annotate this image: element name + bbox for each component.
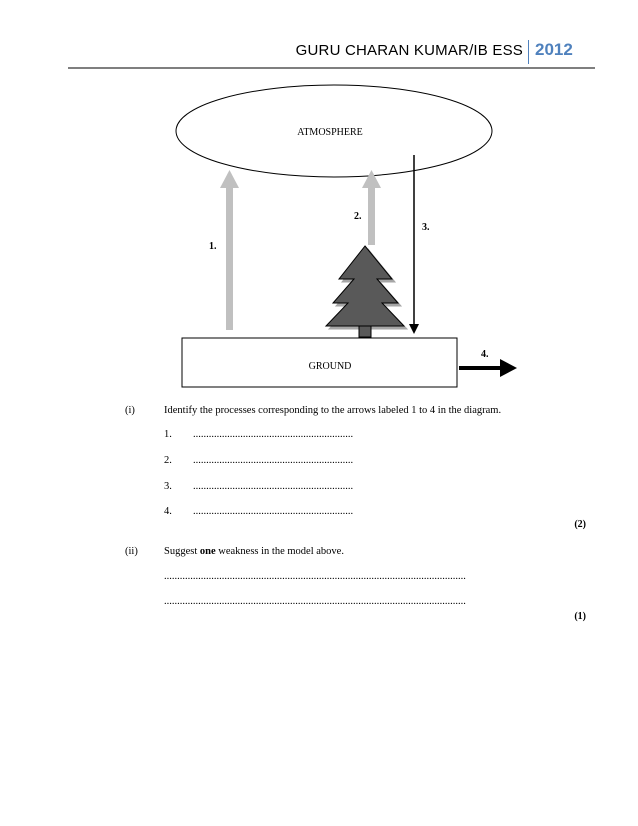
header-year: 2012 [535,40,573,59]
answer-3-number: 3. [164,481,172,492]
question-ii-text [164,546,344,557]
answer-3-line: ............................................................. [193,481,354,492]
arrow-3-label: 3. [422,222,430,233]
question-ii-marks: (1) [574,611,586,622]
ground-label: GROUND [308,361,352,372]
question-i-number: (i) [125,405,135,416]
question-ii-text-bold: one [199,546,216,557]
arrow-2-label: 2. [354,211,362,222]
arrow-2 [362,170,381,245]
header-author: GURU CHARAN KUMAR/IB ESS [295,42,523,59]
question-i-text: Identify the processes corresponding to the arrows labeled 1 to 4 in the diagram. [164,405,502,416]
question-i-marks: (2) [574,519,586,530]
answer-1-line: ............................................................. [193,429,354,440]
answer-2-line: ............................................................. [193,455,354,466]
arrow-4-label: 4. [481,349,489,360]
question-ii-text-before: Suggest [164,546,200,557]
arrow-1-label: 1. [209,241,217,252]
question-ii-line-2: ................................................................................................................... [164,596,466,607]
answer-1-number: 1. [164,429,172,440]
tree-icon [326,246,407,337]
answer-2-number: 2. [164,455,172,466]
arrow-3 [409,155,419,334]
question-ii-text-after: weakness in the model above. [215,546,344,557]
answer-4-line: ............................................................. [193,506,354,517]
arrow-1 [220,170,239,330]
carbon-cycle-diagram [0,0,638,400]
question-ii [0,546,638,566]
atmosphere-label: ATMOSPHERE [297,127,363,138]
question-ii-number: (ii) [125,546,138,557]
question-i [0,405,638,425]
arrow-4 [459,359,517,377]
question-ii-line-1: ................................................................................................................... [164,571,466,582]
answer-4-number: 4. [164,506,172,517]
